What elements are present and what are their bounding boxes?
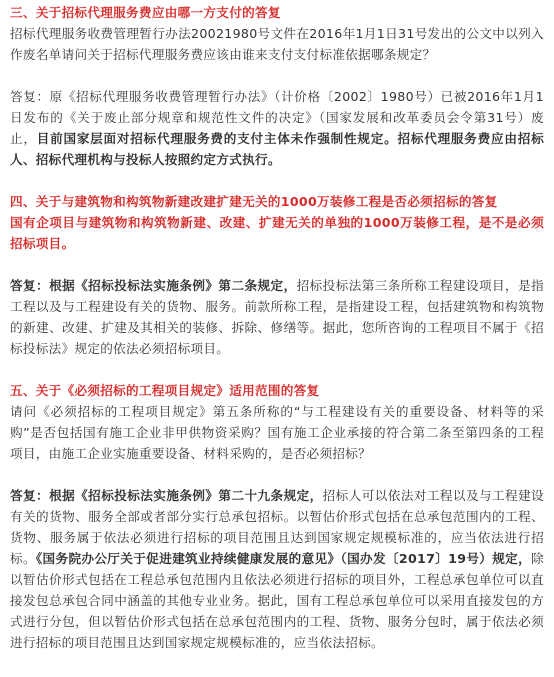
section-4-title: 四、关于与建筑物和构筑物新建改建扩建无关的1000万装修工程是否必须招标的答复 xyxy=(10,194,498,209)
section-5-answer-emphasis-1: 答复：根据《招标投标法实施条例》第二十九条规定， xyxy=(10,488,323,503)
section-4-answer-text: 招标投标法第三条所称工程建设项目，是指工程以及与工程建设有关的货物、服务。前款所称工程，是指建设工程，包括建筑物和构筑物的新建、改建、扩建及其相关的装修、拆除、修缮等。据此，您所咨询的工程项目不属于《招标投标法》规定的依法必须招标项目。 xyxy=(10,278,544,356)
spacer xyxy=(10,464,544,485)
section-3-title: 三、关于招标代理服务费应由哪一方支付的答复 xyxy=(10,5,281,20)
spacer xyxy=(10,170,544,191)
section-3-question: 招标代理服务收费管理暂行办法20021980号文件在2016年1月1日31号发出的公文中以列入作废名单请问关于招标代理服务费应该由谁来支付支付标准依据哪条规定？ xyxy=(10,26,544,62)
section-4-question: 国有企项目与建筑物和构筑物新建、改建、扩建无关的单独的1000万装修工程，是不是必须招标项目。 xyxy=(10,215,544,251)
section-3-answer-emphasis: 目前国家层面对招标代理服务费的支付主体未作强制性规定。招标代理服务费应由招标人、招标代理机构与投标人按照约定方式执行。 xyxy=(10,131,544,167)
section-5-answer-text-1: 招标人可以依法对工程以及与工程建设有关的货物、服务全部或者部分实行总承包招标。以暂估价形式包括在总承包范围内的工程、货物、服务属于依法必须进行招标的项目范围且达到国家规定规模标准的，应当依法进行招标。 xyxy=(10,488,544,566)
section-5-question: 请问《必须招标的工程项目规定》第五条所称的“与工程建设有关的重要设备、材料等的采购”是否包括国有施工企业非甲供物资采购？国有施工企业承接的符合第二条至第四条的工程项目，由施工企业实施重要设备、材料采购的，是否必须招标？ xyxy=(10,404,544,461)
section-5-answer-emphasis-2: 《国务院办公厅关于促进建筑业持续健康发展的意见》（国办发〔2017〕19号）规定， xyxy=(35,551,532,566)
spacer xyxy=(10,254,544,275)
spacer xyxy=(10,65,544,86)
section-4-answer xyxy=(10,275,544,359)
section-3-answer-text: 答复：原《招标代理服务收费管理暂行办法》（计价格〔2002〕1980号）已被2016年1月1日发布的《关于废止部分规章和规范性文件的决定》（国家发展和改革委员会令第31号）废止， xyxy=(10,89,544,146)
section-5-answer xyxy=(10,485,544,653)
section-5-title: 五、关于《必须招标的工程项目规定》适用范围的答复 xyxy=(10,383,320,398)
spacer xyxy=(10,359,544,380)
section-5-answer-text-2: 除以暂估价形式包括在工程总承包范围内且依法必须进行招标的项目外，工程总承包单位可以直接发包总承包合同中涵盖的其他专业业务。据此，国有工程总承包单位可以采用直接发包的方式进行分包，但以暂估价形式包括在总承包范围内的工程、货物、服务分包时，属于依法必须进行招标的项目范围且达到国家规定规模标准的，应当依法招标。 xyxy=(10,551,544,650)
section-3-answer xyxy=(10,86,544,170)
section-4-answer-emphasis: 答复：根据《招标投标法实施条例》第二条规定， xyxy=(10,278,297,293)
